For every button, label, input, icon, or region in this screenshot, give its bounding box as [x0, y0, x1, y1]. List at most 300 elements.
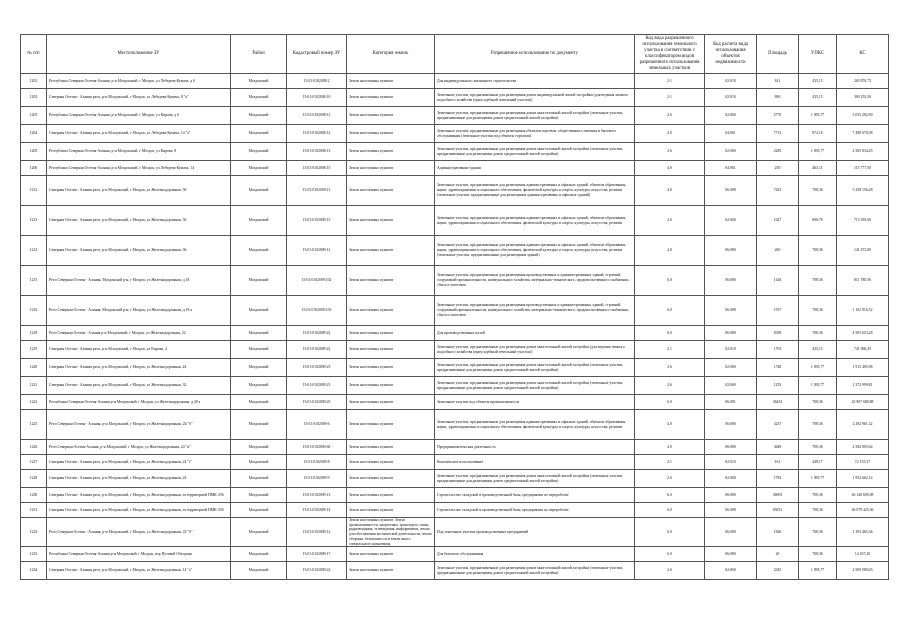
use-code-cell: 6.0: [635, 547, 705, 562]
header-cell: УПКС: [799, 35, 837, 74]
land-category-cell: Земли населенных пунктов: [347, 74, 435, 89]
land-category-cell: Земли населенных пунктов: [347, 562, 435, 580]
location-cell: Республика Северная Осетия-Алания р-н Моздокский, г Моздок, ул Железнодорожная, д 28 а: [47, 395, 231, 410]
upks-cell: 708,36: [799, 518, 837, 547]
cadastral-number-cell: 15:01:0102009:25: [287, 395, 347, 410]
location-cell: Северная Осетия - Алания респ, р-н Моздокский, г Моздок, ул Железнодорожная, 36: [47, 236, 231, 266]
calc-code-cell: 06:080: [705, 488, 757, 503]
row-number: 1215: [21, 266, 47, 296]
table-row: [21, 176, 889, 206]
area-cell: 690: [757, 89, 799, 107]
use-code-cell: 2.6: [635, 143, 705, 161]
calc-code-cell: 06:080: [705, 266, 757, 296]
location-cell: Респ Северная Осетия - Алания р-н Моздокский, г Моздок, ул Железнодорожная, 22: [47, 326, 231, 341]
area-cell: 1782: [757, 470, 799, 488]
upks-cell: 448,17: [799, 455, 837, 470]
upks-cell: 1 095,77: [799, 377, 837, 395]
location-cell: Республика Северная Осетия-Алания р-н Моздокский, г Моздок, пер Путевой Обходчик: [47, 547, 231, 562]
use-code-cell: 2.6: [635, 107, 705, 125]
calc-code-cell: 02:010: [705, 341, 757, 359]
use-code-cell: 2.6: [635, 470, 705, 488]
table-row: [21, 89, 889, 107]
area-cell: 2285: [757, 143, 799, 161]
location-cell: Респ Северная Осетия-Алания, р-н Моздокский, г Моздок, ул Железнодорожная, 24 "в": [47, 440, 231, 455]
use-code-cell: 2.6: [635, 359, 705, 377]
cadastral-number-cell: 15:01:0102009:12: [287, 518, 347, 547]
ks-cell: 741 060,45: [837, 341, 889, 359]
use-code-cell: 2.1: [635, 74, 705, 89]
ks-cell: 2 569 580,65: [837, 562, 889, 580]
land-category-cell: Земли населенных пунктов: [347, 326, 435, 341]
location-cell: Северная Осетия - Алания респ, р-н Моздокский, г Моздок, ул Лебедева-Кумача, 8 "а": [47, 89, 231, 107]
use-code-cell: 6.0: [635, 266, 705, 296]
cadastral-number-cell: 15:01:0102009:17: [287, 547, 347, 562]
cadastral-number-cell: 15:01:0102009:103: [287, 296, 347, 326]
ks-cell: 115 777,50: [837, 161, 889, 176]
land-category-cell: Земли населенных пунктов: [347, 455, 435, 470]
use-code-cell: 2.1: [635, 89, 705, 107]
area-cell: 250: [757, 161, 799, 176]
location-cell: Респ Северная Осетия - Алания, р-н Моздокский, г Моздок, ул Железнодорожная, 22 "б": [47, 518, 231, 547]
district-cell: Моздокский: [231, 470, 287, 488]
district-cell: Моздокский: [231, 125, 287, 143]
permitted-use-cell: Земельные участки, предназначенные для размещения домов многоэтажной жилой застройки (земельные участки, предназначенные для размещения домов среднеэтажной жилой застройки): [435, 359, 635, 377]
area-cell: 3237: [757, 410, 799, 440]
calc-code-cell: 06:080: [705, 518, 757, 547]
use-code-cell: 6.0: [635, 395, 705, 410]
ks-cell: 1 102 916,52: [837, 296, 889, 326]
cadastral-number-cell: 15:01:0102009:23: [287, 377, 347, 395]
table-body: [21, 74, 889, 580]
cadastral-number-cell: 15:01:0102008:10: [287, 89, 347, 107]
header-cell: № п/п: [21, 35, 47, 74]
district-cell: Моздокский: [231, 440, 287, 455]
row-number: 1204: [21, 125, 47, 143]
use-code-cell: 6.0: [635, 503, 705, 518]
calc-code-cell: 02:060: [705, 562, 757, 580]
use-code-cell: 4.0: [635, 176, 705, 206]
area-cell: 1748: [757, 359, 799, 377]
header-cell: Код расчета вида использования объектов недвижимости: [705, 35, 757, 74]
area-cell: 161: [757, 455, 799, 470]
table-row: [21, 341, 889, 359]
cadastral-number-cell: 15:01:0102009:22: [287, 562, 347, 580]
land-category-cell: Земли населенных пунктов: [347, 503, 435, 518]
location-cell: Северная Осетия - Алания респ, р-н Моздокский, г Моздок, ул Железнодорожная, за территорией ПМК-256: [47, 488, 231, 503]
ks-cell: 2 584 805,64: [837, 440, 889, 455]
table-row: [21, 562, 889, 580]
ks-cell: 4 503 653,28: [837, 326, 889, 341]
ks-cell: 2 292 961,32: [837, 410, 889, 440]
calc-code-cell: 06:080: [705, 547, 757, 562]
upks-cell: 708,36: [799, 395, 837, 410]
row-number: 1213: [21, 206, 47, 236]
table-row: [21, 359, 889, 377]
calc-code-cell: 06:080: [705, 410, 757, 440]
use-code-cell: 6.0: [635, 296, 705, 326]
header-cell: Район: [231, 35, 287, 74]
ks-cell: 72 155,37: [837, 455, 889, 470]
land-category-cell: Земли населенных пунктов: [347, 176, 435, 206]
calc-code-cell: 02:060: [705, 206, 757, 236]
area-cell: 2345: [757, 562, 799, 580]
row-number: 1230: [21, 488, 47, 503]
upks-cell: 696,78: [799, 206, 837, 236]
land-category-cell: Земли населенных пунктов. Земли промышленности, энергетики, транспорта, связи, радиовещания, телевидения, информатики, земли для обеспечения космической деятельности, земли обороны, безопасности и земли иного специального назначения: [347, 518, 435, 547]
location-cell: Северная Осетия - Алания респ, р-н Моздокский, г Моздок, ул Железнодорожная, 24: [47, 359, 231, 377]
location-cell: Северная Осетия - Алания респ, р-н Моздокский, г Моздок, ул Железнодорожная, за территорией ПМК-256: [47, 503, 231, 518]
ks-cell: 141 672,00: [837, 236, 889, 266]
ks-cell: 5 258 156,28: [837, 176, 889, 206]
table-row: [21, 410, 889, 440]
upks-cell: 435,15: [799, 341, 837, 359]
upks-cell: 435,15: [799, 74, 837, 89]
district-cell: Моздокский: [231, 341, 287, 359]
cadastral-number-cell: 15:01:0102009:22: [287, 326, 347, 341]
table-header-row: [21, 35, 889, 74]
ks-cell: 715 593,06: [837, 206, 889, 236]
permitted-use-cell: Для бытового обслуживания: [435, 547, 635, 562]
row-number: 1206: [21, 161, 47, 176]
calc-code-cell: 04:061: [705, 161, 757, 176]
cadastral-number-cell: 15:01:0102008:2: [287, 74, 347, 89]
land-category-cell: Земли населенных пунктов: [347, 125, 435, 143]
row-number: 1225: [21, 410, 47, 440]
ks-cell: 14 167,20: [837, 547, 889, 562]
calc-code-cell: 06:080: [705, 296, 757, 326]
district-cell: Моздокский: [231, 176, 287, 206]
area-cell: 1146: [757, 266, 799, 296]
calc-code-cell: 04:061: [705, 125, 757, 143]
area-cell: 1557: [757, 296, 799, 326]
permitted-use-cell: Под земельные участки производственных предприятий: [435, 518, 635, 547]
district-cell: Моздокский: [231, 74, 287, 89]
cadastral-number-cell: 15:01:0102008:12: [287, 125, 347, 143]
area-cell: 36903: [757, 488, 799, 503]
table-row: [21, 206, 889, 236]
district-cell: Моздокский: [231, 89, 287, 107]
location-cell: Северная Осетия - Алания респ, р-н Моздокский, г Моздок, ул Железнодорожная, 36: [47, 206, 231, 236]
area-cell: 1703: [757, 341, 799, 359]
upks-cell: 708,36: [799, 296, 837, 326]
cadastral-number-cell: 15:01:0102009:102: [287, 266, 347, 296]
land-plots-table: [20, 34, 889, 580]
location-cell: Республика Северная Осетия-Алания, р-н Моздокский, г Моздок, ул Лебедева-Кумача, д 6: [47, 74, 231, 89]
land-category-cell: Земли населенных пунктов: [347, 359, 435, 377]
land-category-cell: Земли населенных пунктов: [347, 89, 435, 107]
cadastral-number-cell: 15:01:0102009:8: [287, 455, 347, 470]
permitted-use-cell: Земельные участки, предназначенные для размещения домов многоэтажной жилой застройки (земельные участки, предназначенные для размещения домов среднеэтажной жилой застройки): [435, 562, 635, 580]
upks-cell: 708,36: [799, 236, 837, 266]
table-row: [21, 125, 889, 143]
table-row: [21, 74, 889, 89]
calc-code-cell: 02:060: [705, 107, 757, 125]
district-cell: Моздокский: [231, 410, 287, 440]
use-code-cell: 6.0: [635, 518, 705, 547]
ks-cell: 46 079 425,36: [837, 503, 889, 518]
ks-cell: 1 293 465,36: [837, 518, 889, 547]
district-cell: Моздокский: [231, 359, 287, 377]
cadastral-number-cell: 15:01:0102008:11: [287, 107, 347, 125]
permitted-use-cell: Строительство складской и производственной базы, предприятия по переработке: [435, 503, 635, 518]
area-cell: 6358: [757, 326, 799, 341]
area-cell: 7713: [757, 125, 799, 143]
area-cell: 3649: [757, 440, 799, 455]
location-cell: Республика Северная Осетия-Алания, р-н Моздокский, г Моздок, ул Лебедева-Кумача, 14: [47, 161, 231, 176]
upks-cell: 708,36: [799, 547, 837, 562]
table-row: [21, 296, 889, 326]
document-page: [20, 34, 888, 580]
table-row: [21, 518, 889, 547]
ks-cell: 265 876,73: [837, 74, 889, 89]
upks-cell: 708,36: [799, 266, 837, 296]
district-cell: Моздокский: [231, 326, 287, 341]
row-number: 1233: [21, 547, 47, 562]
land-category-cell: Земли населенных пунктов: [347, 206, 435, 236]
table-row: [21, 488, 889, 503]
use-code-cell: 6.0: [635, 488, 705, 503]
table-row: [21, 236, 889, 266]
land-category-cell: Земли населенных пунктов: [347, 395, 435, 410]
use-code-cell: 2.1: [635, 341, 705, 359]
permitted-use-cell: Земельные участки, предназначенные для размещения производственных и административных зданий, строений, сооружений промышленности, коммунального хозяйства, материально-технического, продовольственного снабжения, сбыта и заготовок: [435, 266, 635, 296]
location-cell: Респ Северная Осетия - Алания, Моздокский р-н, г Моздок, ул Железнодорожная, д 18 а: [47, 296, 231, 326]
location-cell: Республика Северная Осетия-Алания, р-н Моздокский, г Моздок, ул Кирова, д 6: [47, 107, 231, 125]
district-cell: Моздокский: [231, 488, 287, 503]
cadastral-number-cell: 15:01:0102009:23: [287, 359, 347, 377]
table-row: [21, 266, 889, 296]
calc-code-cell: 02:010: [705, 74, 757, 89]
table-row: [21, 455, 889, 470]
calc-code-cell: 02:060: [705, 377, 757, 395]
area-cell: 1253: [757, 377, 799, 395]
land-category-cell: Земли населенных пунктов: [347, 410, 435, 440]
ks-cell: 7 498 670,08: [837, 125, 889, 143]
calc-code-cell: 02:060: [705, 143, 757, 161]
land-category-cell: Земли населенных пунктов: [347, 236, 435, 266]
use-code-cell: 4.0: [635, 410, 705, 440]
permitted-use-cell: Земельные участки, предназначенные для размещения домов многоэтажной жилой застройки (земельные участки, предназначенные для размещения домов среднеэтажной жилой застройки): [435, 107, 635, 125]
row-number: 1219: [21, 341, 47, 359]
location-cell: Северная Осетия - Алания респ, р-н Моздокский, г Моздок, ул Железнодорожная, 24: [47, 470, 231, 488]
location-cell: Республика Северная Осетия-Алания, р-н Моздокский, г Моздок, ул Кирова, 8: [47, 143, 231, 161]
cadastral-number-cell: 15:01:0102009:60: [287, 440, 347, 455]
location-cell: Северная Осетия - Алания респ, р-н Моздокский, г Моздок, ул Железнодорожная, 24 "г": [47, 455, 231, 470]
permitted-use-cell: Земельные участки, предназначенные для размещения домов многоэтажной жилой застройки (земельные участки, предназначенные для размещения домов среднеэтажной жилой застройки): [435, 470, 635, 488]
area-cell: 1826: [757, 518, 799, 547]
upks-cell: 708,36: [799, 176, 837, 206]
upks-cell: 708,36: [799, 503, 837, 518]
cadastral-number-cell: 15:01:0102009:13: [287, 488, 347, 503]
permitted-use-cell: Административные здания: [435, 161, 635, 176]
calc-code-cell: 06:080: [705, 503, 757, 518]
district-cell: Моздокский: [231, 236, 287, 266]
district-cell: Моздокский: [231, 266, 287, 296]
row-number: 1220: [21, 359, 47, 377]
row-number: 1205: [21, 143, 47, 161]
permitted-use-cell: Для индивидуального жилищного строительства: [435, 74, 635, 89]
header-cell: КС: [837, 35, 889, 74]
ks-cell: 2 503 834,45: [837, 143, 889, 161]
header-cell: Код вида разрешенного использования земельного участка в соответствии с классификатором видов разрешенного использования земельных участков: [635, 35, 705, 74]
calc-code-cell: 06:080: [705, 236, 757, 266]
upks-cell: 1 095,77: [799, 107, 837, 125]
calc-code-cell: 06:080: [705, 176, 757, 206]
land-category-cell: Земли населенных пунктов: [347, 341, 435, 359]
row-number: 1228: [21, 470, 47, 488]
land-category-cell: Земли населенных пунктов: [347, 547, 435, 562]
permitted-use-cell: Земельные участки, предназначенные для размещения производственных и административных зданий, строений, сооружений промышленности, коммунального хозяйства, материально-технического, продовольственного снабжения, сбыта и заготовок: [435, 296, 635, 326]
row-number: 1218: [21, 326, 47, 341]
calc-code-cell: 02:010: [705, 89, 757, 107]
permitted-use-cell: Земельные участки, предназначенные для размещения административных и офисных зданий, объектов образования, науки, здравоохранения и социального обеспечения, физической культуры и спорта, культуры, искусства, религии: [435, 206, 635, 236]
cadastral-number-cell: 15:01:0102009:15: [287, 206, 347, 236]
row-number: 1231: [21, 503, 47, 518]
calc-code-cell: 02:060: [705, 359, 757, 377]
row-number: 1232: [21, 518, 47, 547]
area-cell: 2770: [757, 107, 799, 125]
upks-cell: 1 095,77: [799, 562, 837, 580]
cadastral-number-cell: 15:01:0102009:9: [287, 470, 347, 488]
row-number: 1202: [21, 89, 47, 107]
area-cell: 1027: [757, 206, 799, 236]
table-row: [21, 107, 889, 125]
permitted-use-cell: Земельные участки, предназначенные для размещения домов многоэтажной жилой застройки (земельные участки, предназначенные для размещения домов среднеэтажной жилой застройки): [435, 143, 635, 161]
header-cell: Кадастровый номер ЗУ: [287, 35, 347, 74]
upks-cell: 708,36: [799, 410, 837, 440]
permitted-use-cell: Комплексное использование: [435, 455, 635, 470]
permitted-use-cell: Земельные участки, предназначенные для размещения объектов торговли, общественного питания и бытового обслуживания (земельные участки под объекты торговли): [435, 125, 635, 143]
ks-cell: 1 915 405,96: [837, 359, 889, 377]
district-cell: Моздокский: [231, 518, 287, 547]
location-cell: Северная Осетия - Алания респ, р-н Моздокский, г Моздок, ул Железнодорожная, 14 "а": [47, 562, 231, 580]
header-cell: Категория земель: [347, 35, 435, 74]
calc-code-cell: 06:080: [705, 326, 757, 341]
district-cell: Моздокский: [231, 143, 287, 161]
land-category-cell: Земли населенных пунктов: [347, 296, 435, 326]
cadastral-number-cell: 15:01:0102009:12: [287, 236, 347, 266]
area-cell: 611: [757, 74, 799, 89]
district-cell: Моздокский: [231, 562, 287, 580]
district-cell: Моздокский: [231, 395, 287, 410]
permitted-use-cell: Земельные участки, предназначенные для размещения административных и офисных зданий, объектов образования, науки, здравоохранения и социального обеспечения, физической культуры и спорта, культуры, искусства, религии: [435, 410, 635, 440]
upks-cell: 1 095,77: [799, 470, 837, 488]
permitted-use-cell: Земельные участки, предназначенные для размещения домов индивидуальной жилой застройки (для ведения личного подсобного хозяйства (приусадебный земельный участок)): [435, 89, 635, 107]
table-row: [21, 503, 889, 518]
permitted-use-cell: Строительство складской и производственной базы, предприятия по переработке: [435, 488, 635, 503]
use-code-cell: 2.6: [635, 206, 705, 236]
land-category-cell: Земли населенных пунктов: [347, 107, 435, 125]
land-category-cell: Земли населенных пунктов: [347, 440, 435, 455]
calc-code-cell: 06:081: [705, 395, 757, 410]
upks-cell: 1 095,77: [799, 143, 837, 161]
permitted-use-cell: Земельные участки, предназначенные для размещения административных и офисных зданий, объектов образования, науки, здравоохранения и социального обеспечения, физической культуры и спорта, культуры, искусства, религии (земельные участки, предназначенные для размещения зданий): [435, 236, 635, 266]
district-cell: Моздокский: [231, 547, 287, 562]
table-row: [21, 440, 889, 455]
table-row: [21, 143, 889, 161]
location-cell: Северная Осетия - Алания респ, р-н Моздокский, г Моздок, ул Лебедева-Кумача, 14 "а": [47, 125, 231, 143]
land-category-cell: Земли населенных пунктов: [347, 377, 435, 395]
district-cell: Моздокский: [231, 161, 287, 176]
table-row: [21, 470, 889, 488]
cadastral-number-cell: 15:01:0102009:14: [287, 503, 347, 518]
land-category-cell: Земли населенных пунктов: [347, 143, 435, 161]
district-cell: Моздокский: [231, 377, 287, 395]
upks-cell: 463,11: [799, 161, 837, 176]
district-cell: Моздокский: [231, 455, 287, 470]
location-cell: Северная Осетия - Алания респ, р-н Моздокский, г Моздок, ул Железнодорожная, 36: [47, 176, 231, 206]
use-code-cell: 2.6: [635, 377, 705, 395]
row-number: 1212: [21, 176, 47, 206]
location-cell: Респ Северная Осетия - Алания, Моздокский р-н, г Моздок, ул Железнодорожная, д 18: [47, 266, 231, 296]
permitted-use-cell: Земельные участки, предназначенные для размещения административных и офисных зданий, объектов образования, науки, здравоохранения и социального обеспечения, физической культуры и спорта, культуры, искусства, религии (земельные участки, предназначенные для размещения административных и офисных зданий): [435, 176, 635, 206]
row-number: 1222: [21, 395, 47, 410]
use-code-cell: 2.1: [635, 455, 705, 470]
land-category-cell: Земли населенных пунктов: [347, 488, 435, 503]
cadastral-number-cell: 15:01:0102008:13: [287, 143, 347, 161]
row-number: 1201: [21, 74, 47, 89]
use-code-cell: 4.0: [635, 440, 705, 455]
cadastral-number-cell: 15:01:0102009:6: [287, 410, 347, 440]
calc-code-cell: 02:060: [705, 470, 757, 488]
ks-cell: 26 140 609,08: [837, 488, 889, 503]
use-code-cell: 2.6: [635, 562, 705, 580]
location-cell: Северная Осетия - Алания респ, р-н Моздокский, г Моздок, ул Железнодорожная, 32: [47, 377, 231, 395]
permitted-use-cell: Земельные участки, предназначенные для размещения домов многоэтажной жилой застройки (для ведения личного подсобного хозяйства (приусадебный земельный участок)): [435, 341, 635, 359]
upks-cell: 708,36: [799, 488, 837, 503]
upks-cell: 1 095,77: [799, 359, 837, 377]
ks-cell: 811 780,56: [837, 266, 889, 296]
ks-cell: 1 372 999,81: [837, 377, 889, 395]
upks-cell: 708,36: [799, 440, 837, 455]
ks-cell: 1 952 662,14: [837, 470, 889, 488]
permitted-use-cell: Земельные участки, предназначенные для размещения домов многоэтажной жилой застройки (земельные участки, предназначенные для размещения домов среднеэтажной жилой застройки): [435, 377, 635, 395]
district-cell: Моздокский: [231, 296, 287, 326]
table-row: [21, 547, 889, 562]
cadastral-number-cell: 15:01:0102009:11: [287, 176, 347, 206]
upks-cell: 972,16: [799, 125, 837, 143]
row-number: 1227: [21, 455, 47, 470]
district-cell: Моздокский: [231, 503, 287, 518]
use-code-cell: 6.0: [635, 326, 705, 341]
calc-code-cell: 06:080: [705, 440, 757, 455]
use-code-cell: 4.0: [635, 236, 705, 266]
row-number: 1226: [21, 440, 47, 455]
row-number: 1221: [21, 377, 47, 395]
permitted-use-cell: Для производственных целей: [435, 326, 635, 341]
table-row: [21, 326, 889, 341]
cadastral-number-cell: 15:01:0102008:15: [287, 161, 347, 176]
land-category-cell: Земли населенных пунктов: [347, 470, 435, 488]
row-number: 1214: [21, 236, 47, 266]
ks-cell: 3 035 282,90: [837, 107, 889, 125]
upks-cell: 435,15: [799, 89, 837, 107]
ks-cell: 25 807 680,88: [837, 395, 889, 410]
permitted-use-cell: Земельные участки под объекты промышленности: [435, 395, 635, 410]
location-cell: Северная Осетия - Алания респ, р-н Моздокский, г Моздок, ул Кирова, 4: [47, 341, 231, 359]
area-cell: 20: [757, 547, 799, 562]
ks-cell: 300 253,50: [837, 89, 889, 107]
header-cell: Местоположение ЗУ: [47, 35, 231, 74]
header-cell: Площадь: [757, 35, 799, 74]
row-number: 1234: [21, 562, 47, 580]
area-cell: 7423: [757, 176, 799, 206]
area-cell: 200: [757, 236, 799, 266]
use-code-cell: 4.0: [635, 125, 705, 143]
district-cell: Моздокский: [231, 107, 287, 125]
calc-code-cell: 02:010: [705, 455, 757, 470]
table-row: [21, 161, 889, 176]
